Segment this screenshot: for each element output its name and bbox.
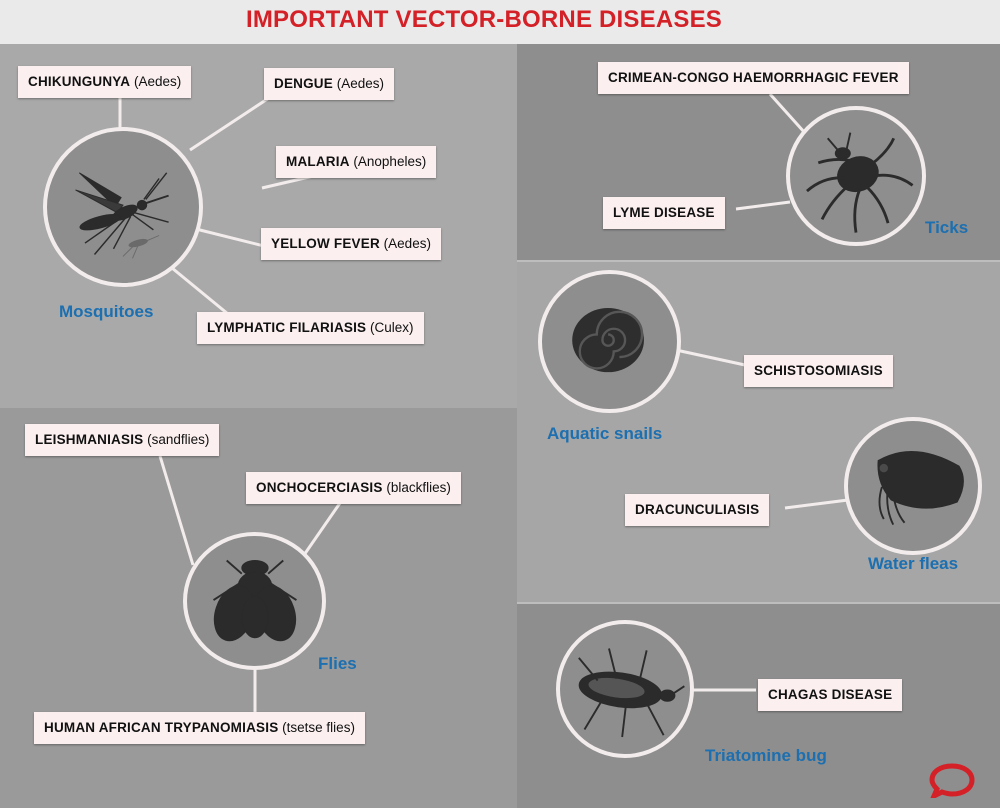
disease-label-chagas: CHAGAS DISEASE — [758, 679, 902, 711]
group-label-aquatic-snails: Aquatic snails — [547, 424, 663, 443]
group-label-ticks: Ticks — [925, 218, 969, 237]
disease-label-trypanomiasis: HUMAN AFRICAN TRYPANOMIASIS (tsetse flies) — [34, 712, 365, 744]
connector-lyme — [736, 202, 790, 209]
group-label-mosquitoes: Mosquitoes — [59, 302, 154, 321]
group-label-water-fleas: Water fleas — [868, 554, 959, 573]
triatomine-bug-icon — [560, 624, 690, 754]
disease-label-lyme: LYME DISEASE — [603, 197, 725, 229]
water-flea-circle — [844, 417, 982, 555]
fly-circle — [183, 532, 326, 670]
disease-label-dracunculiasis: DRACUNCULIASIS — [625, 494, 769, 526]
page-title: IMPORTANT VECTOR-BORNE DISEASES — [245, 6, 723, 33]
disease-label-onchocerciasis: ONCHOCERCIASIS (blackflies) — [246, 472, 461, 504]
connector-dracunculiasis — [785, 500, 848, 508]
mosquito-circle — [43, 127, 203, 287]
water-flea-icon — [848, 421, 978, 551]
disease-label-lymphatic-filariasis: LYMPHATIC FILARIASIS (Culex) — [197, 312, 424, 344]
disease-label-yellow-fever: YELLOW FEVER (Aedes) — [261, 228, 441, 260]
disease-label-schistosomiasis: SCHISTOSOMIASIS — [744, 355, 893, 387]
fly-icon — [187, 536, 322, 666]
speech-bubble-logo-icon — [928, 762, 976, 798]
snail-shell-icon — [542, 274, 677, 409]
disease-label-dengue: DENGUE (Aedes) — [264, 68, 394, 100]
tick-circle — [786, 106, 926, 246]
group-label-flies: Flies — [318, 654, 357, 673]
disease-label-chikungunya: CHIKUNGUNYA (Aedes) — [18, 66, 191, 98]
snail-circle — [538, 270, 681, 413]
mosquito-icon — [47, 131, 199, 283]
connector-schistosomiasis — [676, 350, 745, 365]
connector-yellow-fever — [192, 228, 272, 248]
tick-icon — [790, 110, 922, 242]
connector-dengue — [190, 96, 272, 150]
disease-label-malaria: MALARIA (Anopheles) — [276, 146, 436, 178]
group-label-triatomine-bug: Triatomine bug — [705, 746, 827, 765]
disease-label-leishmaniasis: LEISHMANIASIS (sandflies) — [25, 424, 219, 456]
disease-label-cchf: CRIMEAN-CONGO HAEMORRHAGIC FEVER — [598, 62, 909, 94]
triatomine-circle — [556, 620, 694, 758]
